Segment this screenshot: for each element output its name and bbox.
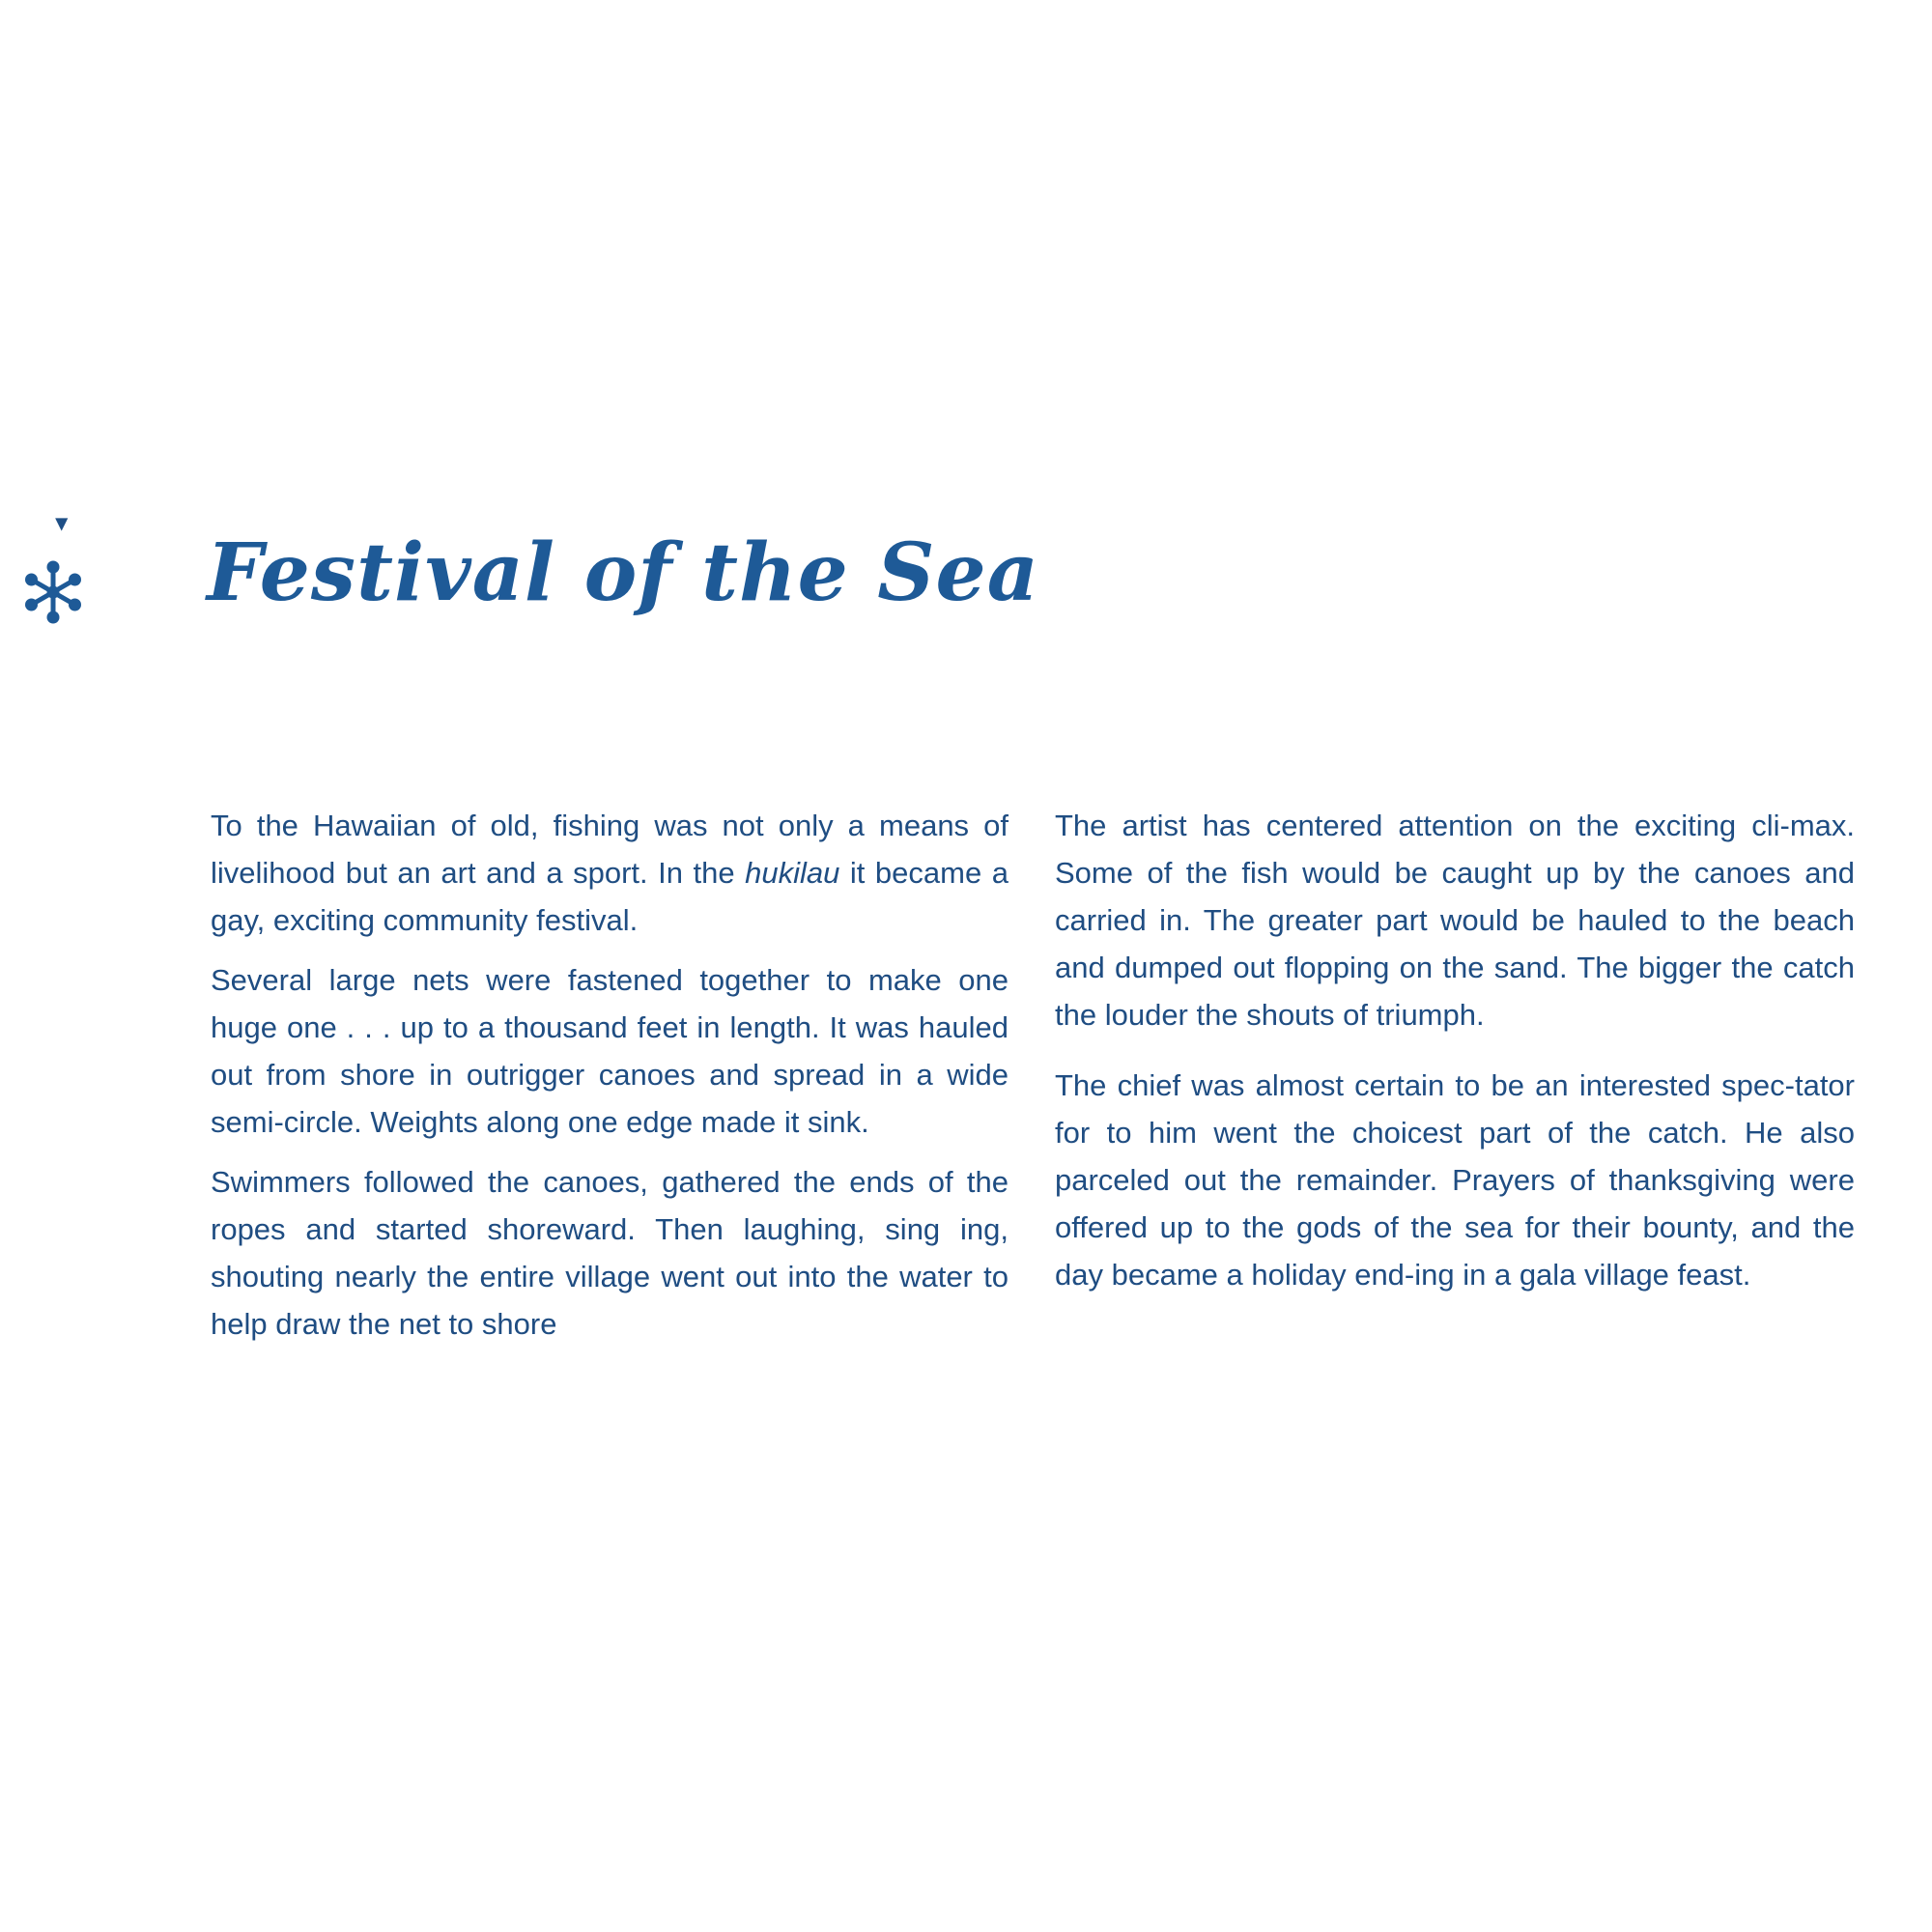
left-paragraph-3: Swimmers followed the canoes, gathered the ends of the ropes and started shoreward. Then laughing, sing ing, shouting nearly the entire village went out into the water to help draw the net to shore [211, 1165, 1009, 1341]
right-paragraph-1: The artist has centered attention on the exciting cli-max. Some of the fish would be caught up by the canoes and carried in. The greater part would be hauled to the beach and dumped out flopping on the sand. The bigger the catch the louder the shouts of triumph. [1055, 809, 1855, 1032]
right-text-column [1055, 802, 1855, 1311]
asterisk-ornament-icon [19, 558, 87, 626]
left-paragraph-2: Several large nets were fastened together to make one huge one . . . up to a thousand feet in length. It was hauled out from shore in outrigger canoes and spread in a wide semi-circle. Weights along one edge made it sink. [211, 963, 1009, 1139]
right-paragraph-2: The chief was almost certain to be an interested spec-tator for to him went the choicest part of the catch. He also parceled out the remainder. Prayers of thanksgiving were offered up to the gods of the sea for their bounty, and the day became a holiday end-ing in a gala village feast. [1055, 1068, 1855, 1292]
left-text-column [211, 802, 1009, 1360]
left-paragraph-1-part-1: To the Hawaiian of old, fishing was not only a means of livelihood but an art and a sport. In the [211, 809, 1009, 890]
left-paragraph-1-part-2: it became a gay, exciting community festival. [211, 856, 1009, 937]
hukilau-term: hukilau [745, 856, 840, 890]
small-triangle-icon: ◄ [47, 514, 72, 535]
page-title: Festival of the Sea [207, 526, 1039, 619]
left-paragraph-1 [211, 802, 1009, 944]
